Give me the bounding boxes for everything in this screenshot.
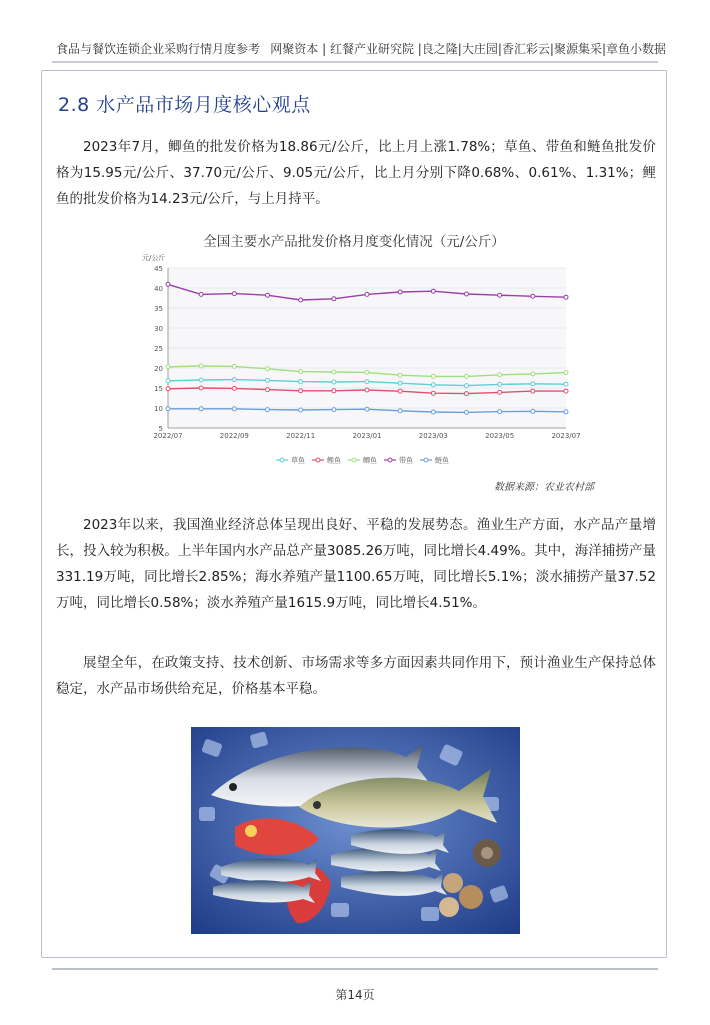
data-point — [266, 408, 270, 412]
legend-label: 草鱼 — [291, 456, 305, 465]
data-point — [531, 372, 535, 376]
legend-swatch-marker — [388, 458, 392, 462]
legend-label: 鲤鱼 — [327, 456, 341, 465]
data-point — [365, 407, 369, 411]
data-point — [498, 293, 502, 297]
data-point — [166, 379, 170, 383]
paragraph-price-summary: 2023年7月，鲫鱼的批发价格为18.86元/公斤，比上月上涨1.78%；草鱼、带鱼和鲢鱼批发价格为15.95元/公斤、37.70元/公斤、9.05元/公斤，比上月分别下降0.68%、0.61%、1.31%；鲤鱼的批发价格为14.23元/公斤，与上月持平。 — [56, 139, 656, 207]
data-point — [332, 408, 336, 412]
data-point — [166, 407, 170, 411]
data-point — [531, 389, 535, 393]
data-point — [266, 388, 270, 392]
data-point — [365, 370, 369, 374]
data-point — [465, 384, 469, 388]
data-point — [498, 373, 502, 377]
data-point — [299, 298, 303, 302]
data-point — [465, 292, 469, 296]
data-point — [465, 374, 469, 378]
data-point — [498, 390, 502, 394]
data-point — [332, 389, 336, 393]
data-point — [232, 378, 236, 382]
data-point — [531, 294, 535, 298]
data-point — [398, 290, 402, 294]
data-point — [266, 367, 270, 371]
y-tick-label: 35 — [154, 305, 163, 313]
x-tick-label: 2022/07 — [153, 432, 183, 440]
data-source-note: 数据来源：农业农村部 — [494, 482, 594, 493]
data-point — [299, 380, 303, 384]
y-tick-label: 5 — [158, 425, 163, 433]
header-divider — [52, 61, 658, 63]
header-sources: 网聚资本 | 红餐产业研究院 |良之隆|大庄园|香汇彩云|聚源集采|章鱼小数据 — [270, 42, 666, 56]
data-point — [531, 382, 535, 386]
data-point — [398, 409, 402, 413]
legend-swatch-marker — [280, 458, 284, 462]
y-axis-label: 元/公斤 — [142, 254, 166, 262]
data-point — [199, 378, 203, 382]
legend-label: 鲫鱼 — [363, 456, 377, 465]
chart-canvas — [134, 250, 581, 480]
data-point — [266, 293, 270, 297]
header-title: 食品与餐饮连锁企业采购行情月度参考 — [56, 42, 261, 56]
price-chart — [134, 226, 581, 496]
x-tick-label: 2023/01 — [352, 432, 382, 440]
data-point — [531, 409, 535, 413]
data-point — [365, 380, 369, 384]
data-point — [266, 378, 270, 382]
data-point — [498, 382, 502, 386]
y-tick-label: 45 — [154, 265, 163, 273]
x-tick-label: 2023/05 — [485, 432, 515, 440]
data-point — [199, 407, 203, 411]
data-point — [564, 382, 568, 386]
data-point — [398, 389, 402, 393]
data-point — [431, 289, 435, 293]
legend-swatch-marker — [352, 458, 356, 462]
data-point — [564, 371, 568, 375]
data-point — [332, 380, 336, 384]
x-tick-label: 2022/11 — [286, 432, 316, 440]
legend-label: 带鱼 — [399, 456, 413, 465]
chart-title: 全国主要水产品批发价格月度变化情况（元/公斤） — [203, 234, 505, 250]
data-point — [166, 282, 170, 286]
data-point — [166, 387, 170, 391]
data-point — [232, 386, 236, 390]
x-tick-label: 2022/09 — [219, 432, 249, 440]
data-point — [398, 381, 402, 385]
data-point — [199, 386, 203, 390]
data-point — [299, 408, 303, 412]
data-point — [431, 374, 435, 378]
data-point — [365, 388, 369, 392]
legend-label: 鲢鱼 — [435, 456, 449, 465]
data-point — [431, 391, 435, 395]
section-title: 2.8 水产品市场月度核心观点 — [58, 94, 311, 116]
y-tick-label: 20 — [154, 365, 163, 373]
data-point — [465, 410, 469, 414]
data-point — [232, 364, 236, 368]
data-point — [232, 407, 236, 411]
data-point — [564, 295, 568, 299]
data-point — [431, 410, 435, 414]
data-point — [564, 389, 568, 393]
legend-swatch-marker — [316, 458, 320, 462]
data-point — [431, 383, 435, 387]
fish-photo — [191, 727, 520, 934]
data-point — [398, 373, 402, 377]
page-number: 第14页 — [335, 988, 375, 1002]
data-point — [166, 365, 170, 369]
data-point — [498, 410, 502, 414]
data-point — [365, 292, 369, 296]
footer-divider — [52, 968, 658, 970]
legend-swatch-marker — [424, 458, 428, 462]
paragraph-outlook: 展望全年，在政策支持、技术创新、市场需求等多方面因素共同作用下，预计渔业生产保持总体稳定，水产品市场供给充足，价格基本平稳。 — [56, 655, 656, 697]
data-point — [299, 389, 303, 393]
data-point — [564, 410, 568, 414]
data-point — [199, 292, 203, 296]
data-point — [332, 370, 336, 374]
paragraph-fishery-economy: 2023年以来，我国渔业经济总体呈现出良好、平稳的发展势态。渔业生产方面，水产品产量增长，投入较为积极。上半年国内水产品总产量3085.26万吨，同比增长4.49%。其中，海洋捕捞产量331.19万吨，同比增长2.85%；海水养殖产量1100.65万吨，同比增长5.1%；淡水捕捞产量37.52万吨，同比增长0.58%；淡水养殖产量1615.9万吨，同比增长4.51%。 — [56, 517, 656, 611]
data-point — [199, 364, 203, 368]
y-tick-label: 30 — [154, 325, 163, 333]
y-tick-label: 15 — [154, 385, 163, 393]
data-point — [232, 292, 236, 296]
data-point — [465, 392, 469, 396]
x-tick-label: 2023/07 — [551, 432, 581, 440]
x-tick-label: 2023/03 — [418, 432, 448, 440]
data-point — [299, 370, 303, 374]
data-point — [332, 297, 336, 301]
y-tick-label: 25 — [154, 345, 163, 353]
y-tick-label: 40 — [154, 285, 163, 293]
y-tick-label: 10 — [154, 405, 163, 413]
